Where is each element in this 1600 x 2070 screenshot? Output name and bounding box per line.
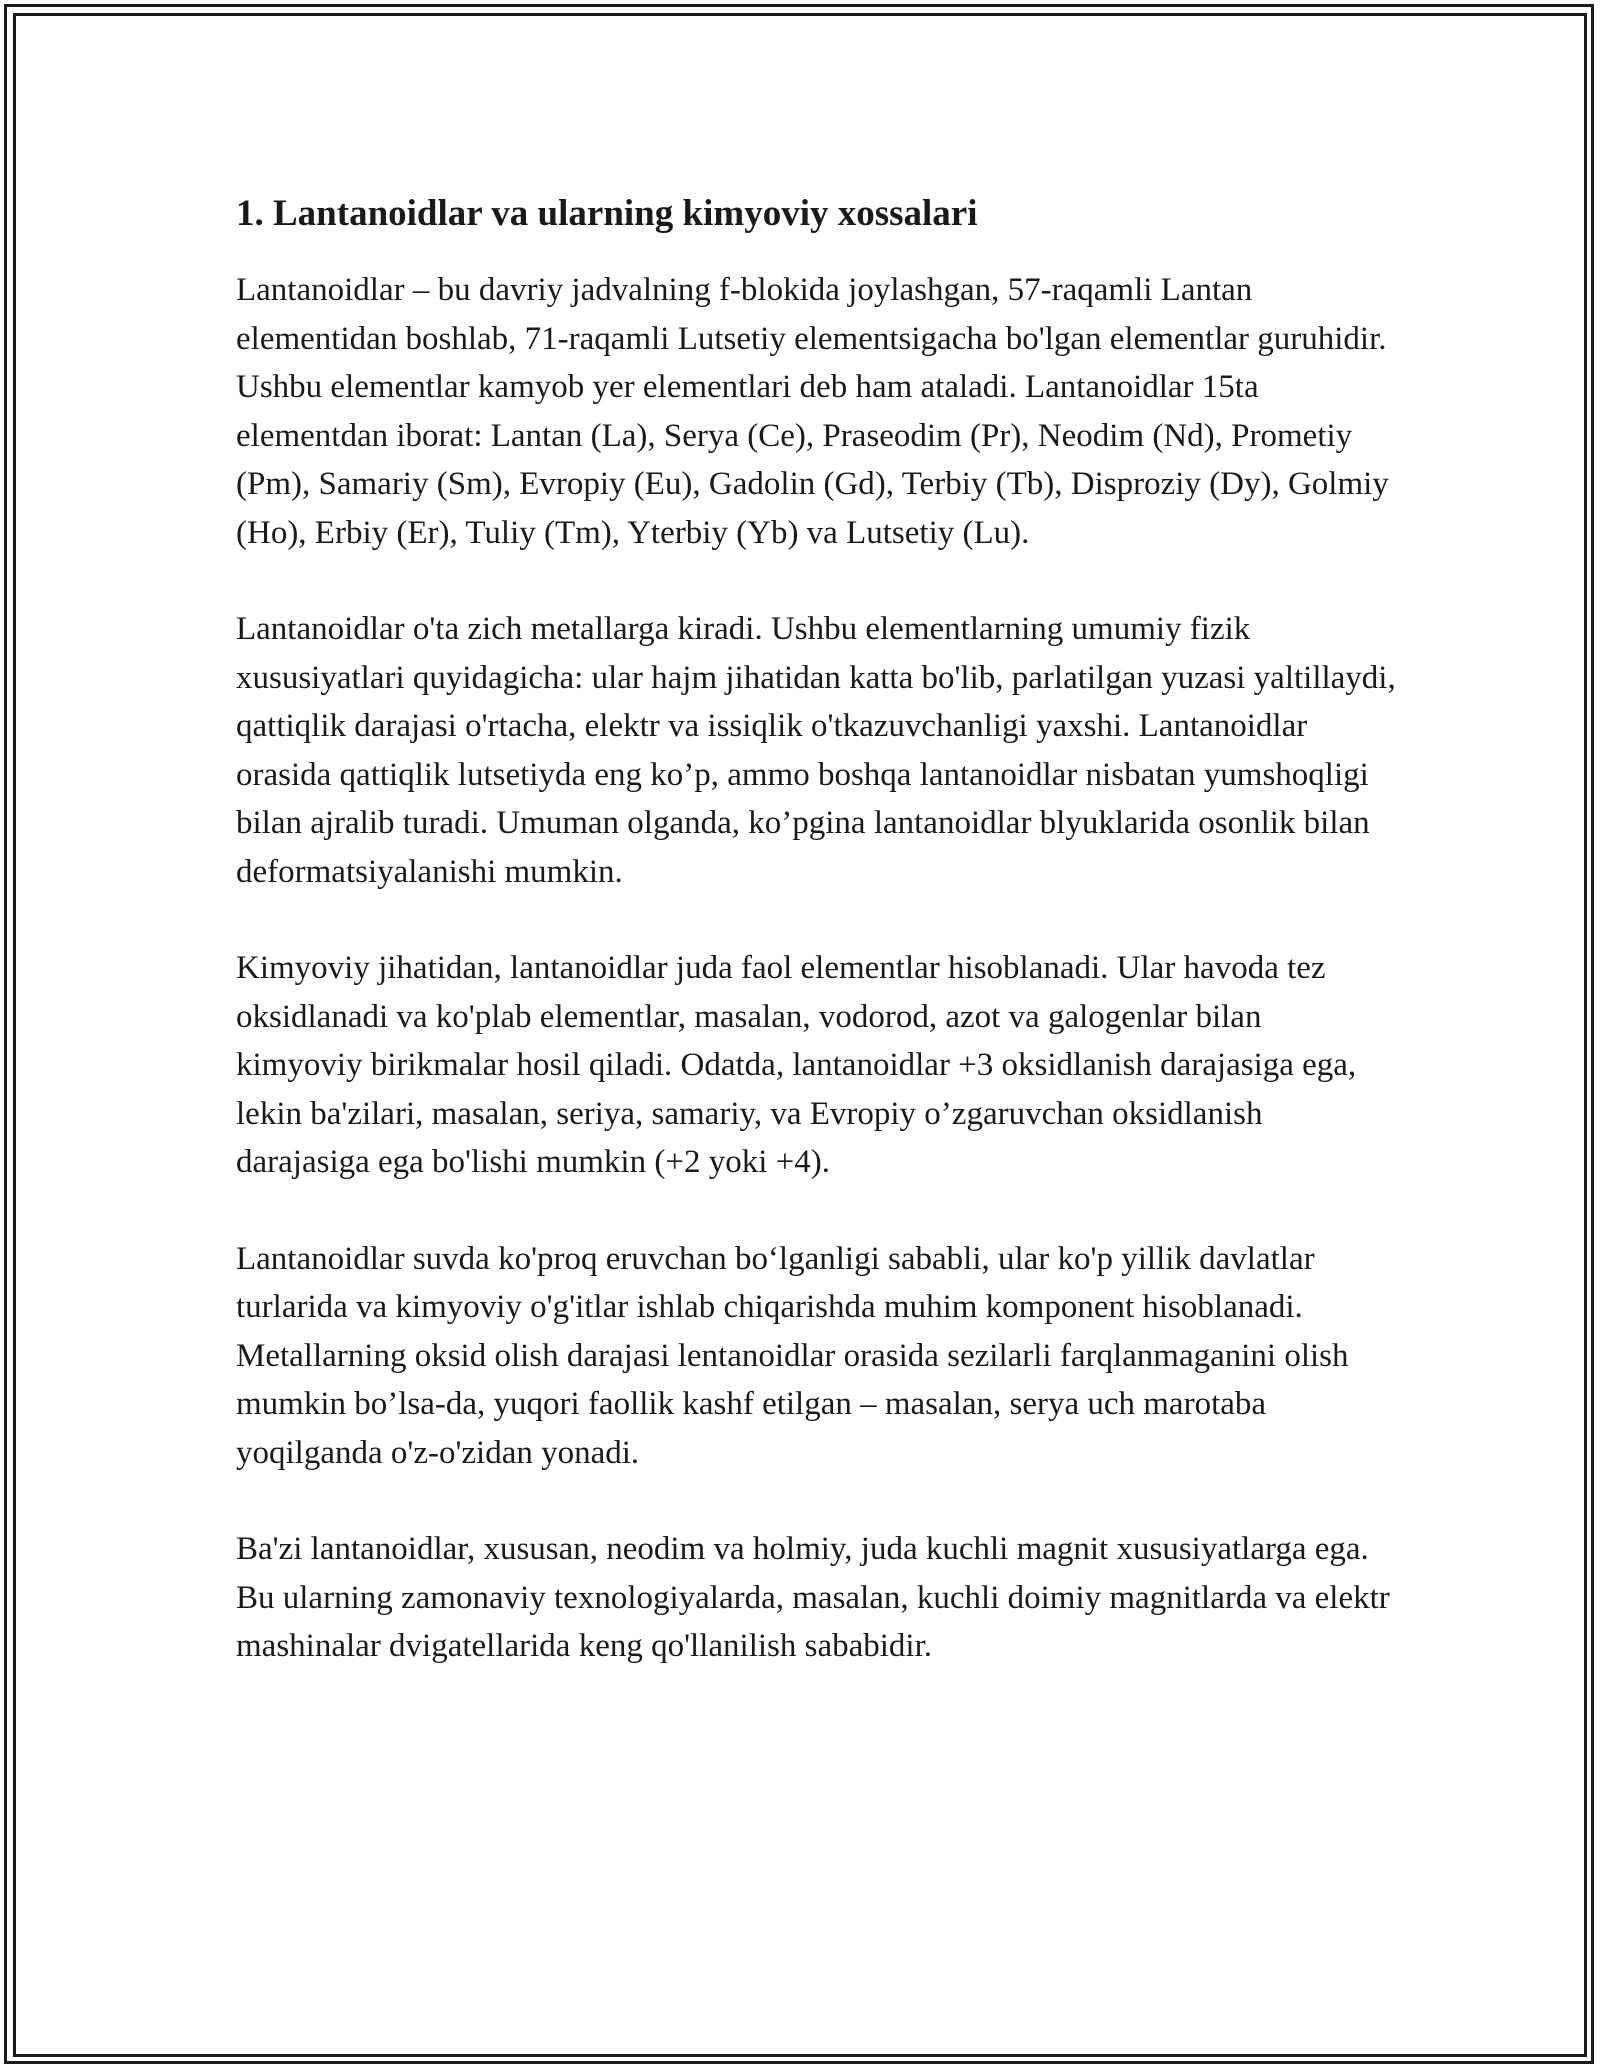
- paragraph-intro: Lantanoidlar – bu davriy jadvalning f-blokida joylashgan, 57-raqamli Lantan elementidan boshlab, 71-raqamli Lutsetiy elementsigacha bo'lgan elementlar guruhidir. Ushbu elementlar kamyob yer elementlari deb ham ataladi. Lantanoidlar 15ta elementdan iborat: Lantan (La), Serya (Ce), Praseodim (Pr), Neodim (Nd), Prometiy (Pm), Samariy (Sm), Evropiy (Eu), Gadolin (Gd), Terbiy (Tb), Disproziy (Dy), Golmiy (Ho), Erbiy (Er), Tuliy (Tm), Yterbiy (Yb) va Lutsetiy (Lu).: [236, 272, 1389, 551]
- paragraph-chemical-properties: Kimyoviy jihatidan, lantanoidlar juda faol elementlar hisoblanadi. Ular havoda tez oksidlanadi va ko'plab elementlar, masalan, vodorod, azot va galogenlar bilan kimyoviy birikmalar hosil qiladi. Odatda, lantanoidlar +3 oksidlanish darajasiga ega, lekin ba'zilari, masalan, seriya, samariy, va Evropiy o’zgaruvchan oksidlanish darajasiga ega bo'lishi mumkin (+2 yoki +4).: [236, 950, 1357, 1180]
- section-heading: 1. Lantanoidlar va ularning kimyoviy xossalari: [236, 193, 978, 234]
- paragraph-magnetic-properties: Ba'zi lantanoidlar, xususan, neodim va holmiy, juda kuchli magnit xususiyatlarga ega. Bu ularning zamonaviy texnologiyalarda, masalan, kuchli doimiy magnitlarda va elektr mashinalar dvigatellarida keng qo'llanilish sababidir.: [236, 1531, 1390, 1664]
- paragraph-physical-properties: Lantanoidlar o'ta zich metallarga kiradi. Ushbu elementlarning umumiy fizik xususiyatlari quyidagicha: ular hajm jihatidan katta bo'lib, parlatilgan yuzasi yaltillaydi, qattiqlik darajasi o'rtacha, elektr va issiqlik o'tkazuvchanligi yaxshi. Lantanoidlar orasida qattiqlik lutsetiyda eng ko’p, ammo boshqa lantanoidlar nisbatan yumshoqligi bilan ajralib turadi. Umuman olganda, ko’pgina lantanoidlar blyuklarida osonlik bilan deformatsiyalanishi mumkin.: [236, 611, 1396, 890]
- paragraph-solubility: Lantanoidlar suvda ko'proq eruvchan bo‘lganligi sababli, ular ko'p yillik davlatlar turlarida va kimyoviy o'g'itlar ishlab chiqarishda muhim komponent hisoblanadi. Metallarning oksid olish darajasi lentanoidlar orasida sezilarli farqlanmaganini olish mumkin bo’lsa-da, yuqori faollik kashf etilgan – masalan, serya uch marotaba yoqilganda o'z-o'zidan yonadi.: [236, 1240, 1349, 1471]
- document-body: [236, 188, 1396, 1719]
